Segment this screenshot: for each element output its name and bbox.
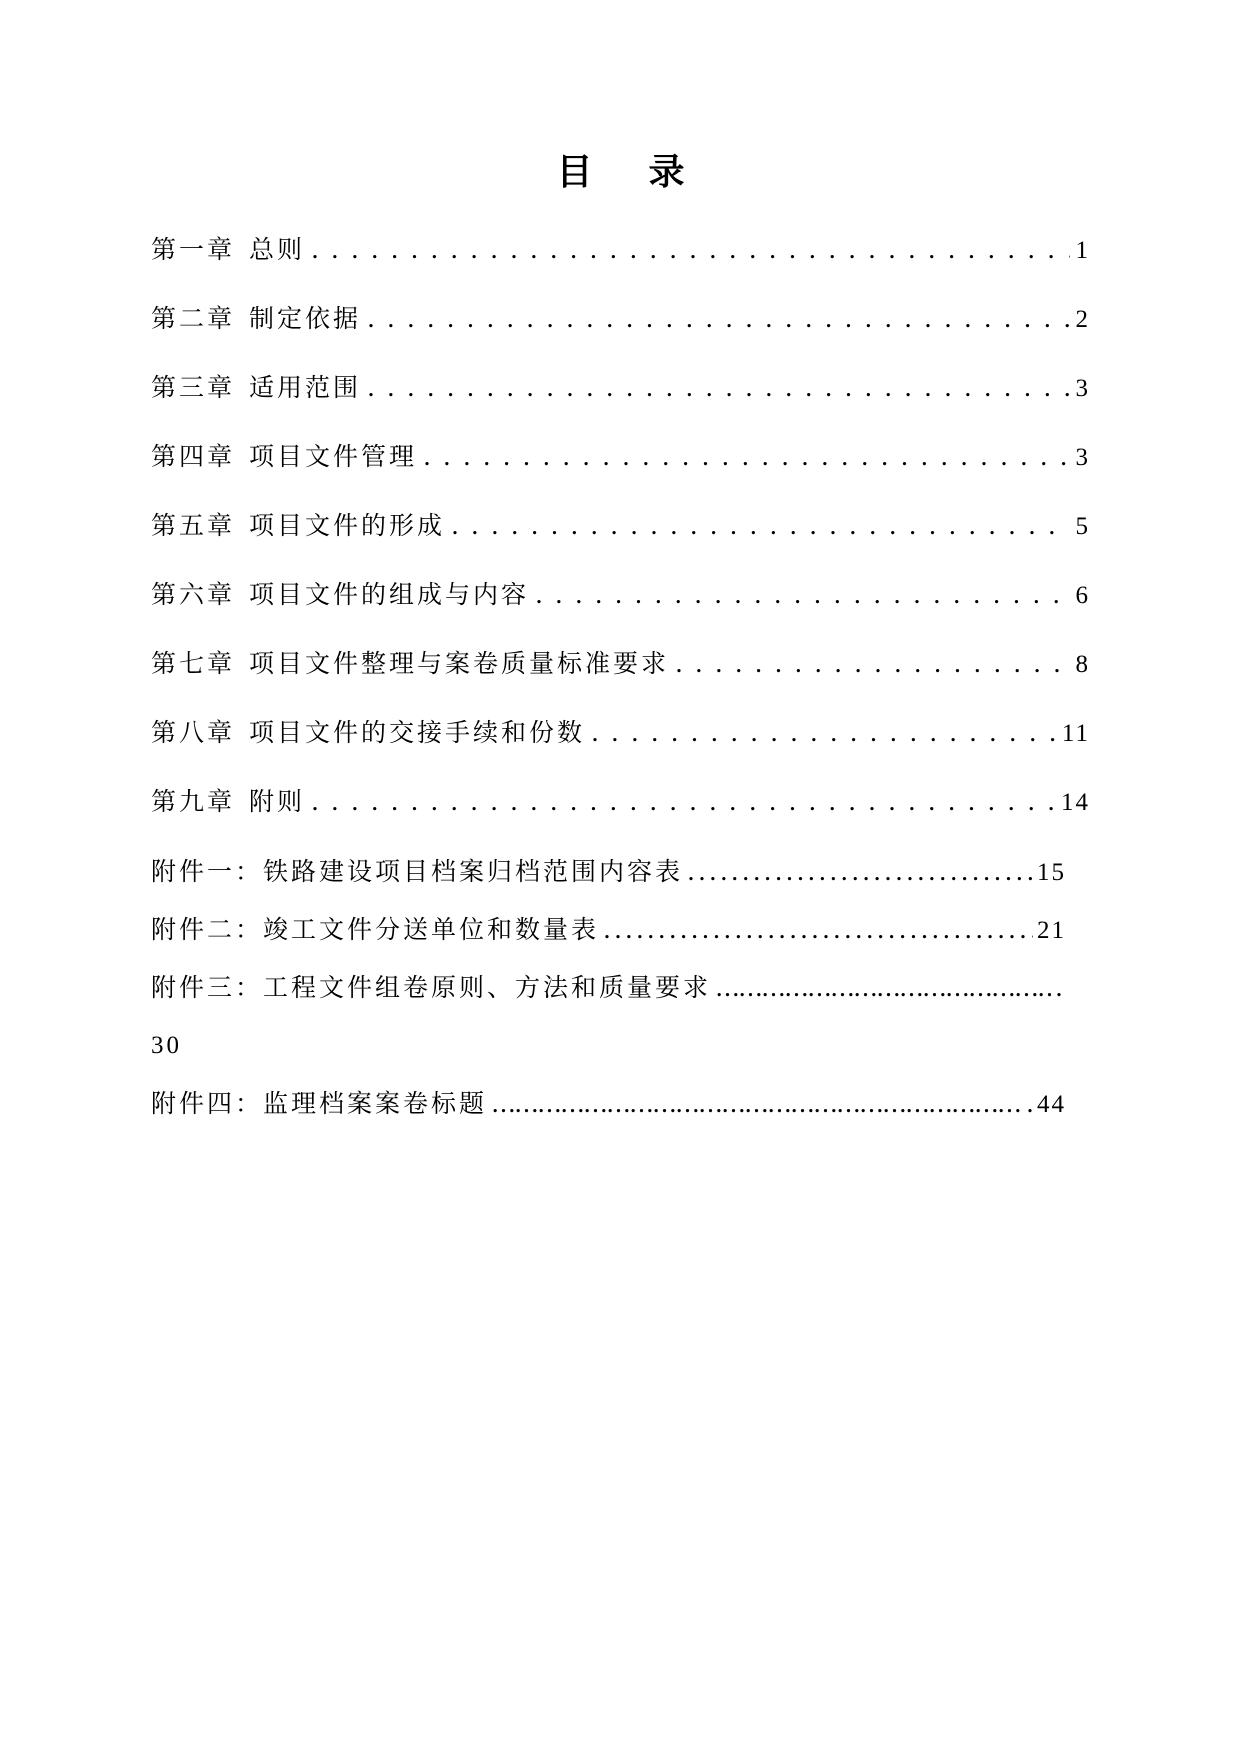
toc-entry-chapter-8[interactable] — [151, 713, 1090, 782]
chapter-title: 总则 — [249, 235, 306, 264]
appendix-list — [151, 852, 1066, 1142]
toc-entry-chapter-3[interactable] — [151, 368, 1090, 437]
page-number: 30 — [151, 1032, 182, 1059]
dot-leader — [367, 299, 1069, 339]
chapter-number: 第九章 — [151, 787, 236, 816]
dot-leader — [675, 644, 1069, 684]
chapter-list — [151, 230, 1090, 851]
toc-entry-label — [151, 575, 529, 615]
toc-entry-label — [151, 299, 361, 339]
appendix-label: 附件四：监理档案案卷标题 — [151, 1089, 488, 1118]
chapter-number: 第四章 — [151, 442, 236, 471]
appendix-entry-line — [151, 968, 1066, 1026]
chapter-title: 项目文件管理 — [249, 442, 418, 471]
chapter-number: 第八章 — [151, 718, 236, 747]
chapter-number: 第二章 — [151, 304, 236, 333]
chapter-title: 项目文件的组成与内容 — [249, 580, 530, 609]
page-number: 15 — [1037, 859, 1066, 886]
chapter-number: 第七章 — [151, 649, 236, 678]
toc-entry-chapter-6[interactable] — [151, 575, 1090, 644]
toc-title: 目录 — [556, 151, 741, 193]
dot-leader — [367, 368, 1069, 408]
chapter-title: 项目文件整理与案卷质量标准要求 — [249, 649, 670, 678]
page-number: 5 — [1075, 513, 1090, 540]
toc-entry-chapter-1[interactable] — [151, 230, 1090, 299]
toc-entry-label — [151, 713, 585, 753]
toc-entry-appendix-4[interactable] — [151, 1084, 1066, 1142]
page-number: 1 — [1075, 237, 1090, 264]
page-number: 11 — [1061, 720, 1090, 747]
dot-leader — [687, 852, 1033, 892]
dot-leader — [311, 782, 1055, 822]
toc-entry-label — [151, 506, 445, 546]
page-number: 6 — [1075, 582, 1090, 609]
leader-end-dot: . — [1026, 1089, 1037, 1118]
toc-entry-chapter-5[interactable] — [151, 506, 1090, 575]
dot-leader — [591, 713, 1056, 753]
toc-entry-appendix-2[interactable] — [151, 910, 1066, 968]
page-number: 14 — [1061, 789, 1090, 816]
toc-entry-label — [151, 230, 305, 270]
page-number: 3 — [1075, 375, 1090, 402]
dot-leader — [535, 575, 1069, 615]
dot-leader — [451, 506, 1069, 546]
chapter-title: 适用范围 — [249, 373, 362, 402]
chapter-title: 附则 — [249, 787, 306, 816]
toc-entry-chapter-4[interactable] — [151, 437, 1090, 506]
chapter-number: 第五章 — [151, 511, 236, 540]
chapter-number: 第三章 — [151, 373, 236, 402]
toc-entry-chapter-9[interactable] — [151, 782, 1090, 851]
toc-entry-chapter-2[interactable] — [151, 299, 1090, 368]
ellipsis-leader — [491, 1084, 1022, 1124]
toc-entry-label — [151, 782, 305, 822]
appendix-label: 附件一：铁路建设项目档案归档范围内容表 — [151, 857, 684, 886]
page-number: 8 — [1075, 651, 1090, 678]
chapter-title: 制定依据 — [249, 304, 362, 333]
dot-leader — [603, 910, 1033, 950]
toc-entry-label — [151, 368, 361, 408]
page-number: 44 — [1037, 1091, 1066, 1118]
chapter-title: 项目文件的形成 — [249, 511, 446, 540]
leader-end-dot: . — [1055, 973, 1066, 1002]
toc-entry-chapter-7[interactable] — [151, 644, 1090, 713]
toc-entry-label — [151, 437, 417, 477]
toc-entry-appendix-3[interactable] — [151, 968, 1066, 1084]
dot-leader — [423, 437, 1069, 477]
chapter-title: 项目文件的交接手续和份数 — [249, 718, 586, 747]
toc-entry-appendix-1[interactable] — [151, 852, 1066, 910]
page-number: 21 — [1037, 917, 1066, 944]
chapter-number: 第六章 — [151, 580, 236, 609]
page-number: 2 — [1075, 306, 1090, 333]
toc-entry-label — [151, 644, 669, 684]
page-number: 3 — [1075, 444, 1090, 471]
dot-leader — [311, 230, 1069, 270]
appendix-label: 附件二：竣工文件分送单位和数量表 — [151, 915, 600, 944]
appendix-label: 附件三：工程文件组卷原则、方法和质量要求 — [151, 973, 712, 1002]
ellipsis-leader — [715, 968, 1051, 1008]
chapter-number: 第一章 — [151, 235, 236, 264]
